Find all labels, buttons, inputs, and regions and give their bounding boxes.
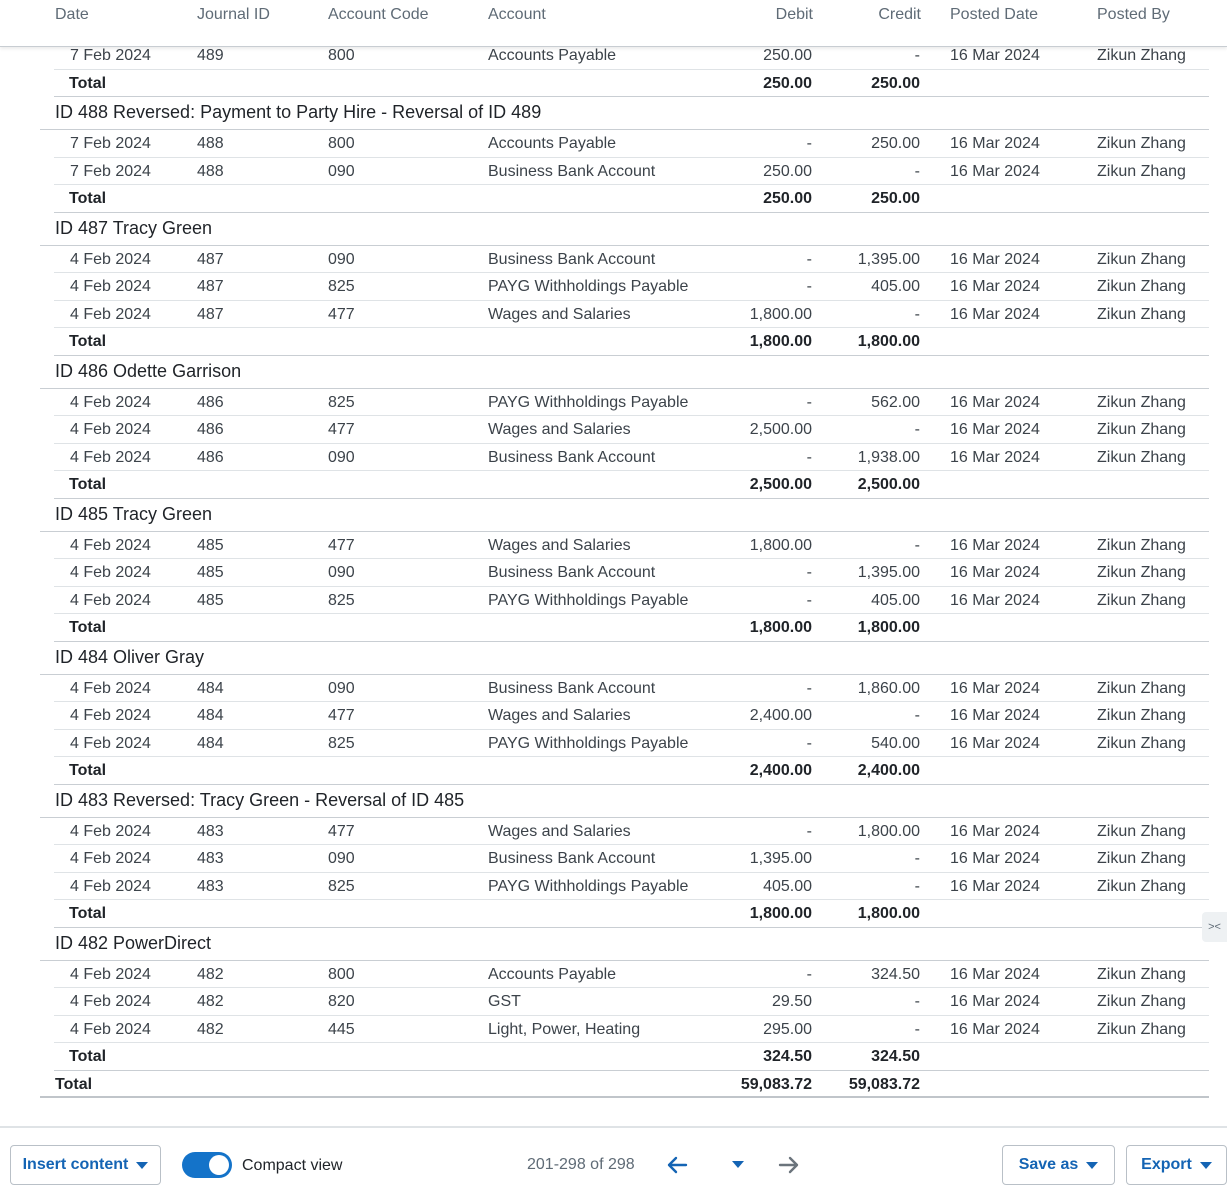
cell-debit: 1,800.00 — [749, 305, 812, 323]
cell-posted-by: Zikun Zhang — [1097, 591, 1186, 609]
cell-journal-id: 486 — [197, 393, 224, 411]
journal-group-header — [40, 213, 1209, 246]
header-debit[interactable]: Debit — [775, 6, 813, 23]
cell-journal-id: 487 — [197, 278, 224, 295]
journal-total-row — [54, 900, 1209, 928]
pagination-text: 201-298 of 298 — [527, 1156, 635, 1173]
cell-posted-date: 16 Mar 2024 — [950, 305, 1040, 323]
cell-debit: 2,400.00 — [749, 707, 812, 724]
arrow-left-icon[interactable] — [666, 1155, 688, 1175]
table-header — [0, 0, 1227, 47]
total-credit: 1,800.00 — [857, 905, 920, 922]
cell-debit: 295.00 — [763, 1020, 812, 1038]
table-row — [54, 301, 1209, 329]
cell-account: Business Bank Account — [488, 250, 656, 268]
insert-content-label: Insert content — [22, 1156, 129, 1173]
cell-account-code: 477 — [328, 305, 355, 323]
cell-posted-by: Zikun Zhang — [1097, 822, 1186, 840]
cell-account: Business Bank Account — [488, 448, 656, 466]
cell-debit: - — [806, 679, 812, 697]
cell-journal-id: 485 — [197, 591, 224, 609]
cell-account: Business Bank Account — [488, 564, 656, 581]
journal-total-row — [54, 70, 1209, 98]
cell-journal-id: 489 — [197, 47, 224, 64]
table-row — [54, 587, 1209, 615]
total-credit: 2,500.00 — [857, 476, 920, 493]
cell-account-code: 090 — [328, 564, 355, 581]
cell-posted-date: 16 Mar 2024 — [950, 393, 1040, 411]
grand-total-row — [40, 1071, 1209, 1099]
total-credit: 2,400.00 — [857, 762, 920, 779]
cell-journal-id: 483 — [197, 877, 224, 895]
table-row — [54, 873, 1209, 901]
cell-debit: 250.00 — [763, 162, 812, 180]
cell-posted-date: 16 Mar 2024 — [950, 591, 1040, 609]
journal-title: ID 484 Oliver Gray — [55, 646, 205, 667]
journal-group-header — [40, 785, 1209, 818]
cell-posted-date: 16 Mar 2024 — [950, 734, 1040, 752]
total-label: Total — [69, 333, 107, 350]
cell-posted-date: 16 Mar 2024 — [950, 47, 1040, 64]
cell-account-code: 090 — [328, 250, 355, 268]
journal-group-header — [40, 642, 1209, 675]
cell-date: 4 Feb 2024 — [70, 707, 151, 724]
cell-account-code: 445 — [328, 1020, 355, 1038]
cell-account-code: 090 — [328, 448, 355, 466]
cell-account-code: 800 — [328, 47, 355, 64]
total-label: Total — [69, 74, 107, 92]
journal-table-body — [0, 42, 1227, 1098]
total-credit: 250.00 — [871, 190, 920, 207]
cell-posted-date: 16 Mar 2024 — [950, 162, 1040, 180]
header-credit[interactable]: Credit — [878, 6, 921, 23]
cell-account-code: 825 — [328, 591, 355, 609]
cell-credit: 1,395.00 — [857, 564, 920, 581]
cell-debit: 2,500.00 — [749, 421, 812, 438]
cell-account-code: 800 — [328, 135, 355, 152]
cell-posted-by: Zikun Zhang — [1097, 536, 1186, 554]
cell-journal-id: 482 — [197, 1020, 224, 1038]
save-as-button[interactable] — [1002, 1145, 1115, 1185]
grand-total-debit: 59,083.72 — [740, 1075, 812, 1093]
collapse-icon[interactable]: >< — [1202, 912, 1227, 942]
cell-debit: - — [806, 822, 812, 840]
cell-account: Business Bank Account — [488, 162, 656, 180]
cell-posted-by: Zikun Zhang — [1097, 877, 1186, 895]
cell-date: 7 Feb 2024 — [70, 135, 151, 152]
cell-posted-by: Zikun Zhang — [1097, 278, 1186, 295]
table-row — [54, 675, 1209, 703]
cell-date: 4 Feb 2024 — [70, 448, 151, 466]
cell-posted-by: Zikun Zhang — [1097, 734, 1186, 752]
journal-total-row — [54, 614, 1209, 642]
cell-credit: 1,395.00 — [857, 250, 920, 268]
journal-total-row — [54, 1043, 1209, 1071]
total-credit: 250.00 — [871, 74, 920, 92]
cell-date: 4 Feb 2024 — [70, 278, 151, 295]
total-credit: 324.50 — [871, 1048, 920, 1065]
cell-posted-by: Zikun Zhang — [1097, 135, 1186, 152]
table-row — [54, 1016, 1209, 1044]
cell-posted-date: 16 Mar 2024 — [950, 877, 1040, 895]
cell-posted-date: 16 Mar 2024 — [950, 1020, 1040, 1038]
cell-journal-id: 484 — [197, 707, 224, 724]
cell-posted-date: 16 Mar 2024 — [950, 822, 1040, 840]
cell-account-code: 090 — [328, 679, 355, 697]
grand-total-credit: 59,083.72 — [848, 1075, 920, 1093]
total-debit: 1,800.00 — [749, 619, 812, 636]
cell-posted-date: 16 Mar 2024 — [950, 448, 1040, 466]
cell-account-code: 090 — [328, 850, 355, 867]
cell-account: PAYG Withholdings Payable — [488, 278, 689, 295]
cell-account-code: 090 — [328, 162, 355, 180]
cell-account: Accounts Payable — [488, 47, 617, 64]
total-credit: 1,800.00 — [857, 619, 920, 636]
table-row — [54, 845, 1209, 873]
table-row — [54, 158, 1209, 186]
cell-posted-by: Zikun Zhang — [1097, 393, 1186, 411]
cell-posted-by: Zikun Zhang — [1097, 47, 1186, 64]
cell-date: 4 Feb 2024 — [70, 734, 151, 752]
total-debit: 2,500.00 — [749, 476, 812, 493]
compact-view-toggle[interactable] — [182, 1152, 232, 1178]
journal-group-header — [40, 928, 1209, 961]
cell-date: 4 Feb 2024 — [70, 850, 151, 867]
total-label: Total — [69, 619, 107, 636]
cell-debit: 250.00 — [763, 47, 812, 64]
cell-credit: 562.00 — [871, 393, 920, 411]
cell-credit: 250.00 — [871, 135, 920, 152]
cell-posted-by: Zikun Zhang — [1097, 421, 1186, 438]
cell-date: 4 Feb 2024 — [70, 993, 151, 1010]
cell-posted-by: Zikun Zhang — [1097, 162, 1186, 180]
total-debit: 2,400.00 — [749, 762, 812, 779]
journal-title: ID 482 PowerDirect — [55, 932, 212, 953]
cell-account: Accounts Payable — [488, 965, 617, 983]
cell-debit: 29.50 — [771, 993, 812, 1010]
cell-account: Wages and Salaries — [488, 305, 631, 323]
total-label: Total — [69, 190, 107, 207]
toggle-knob — [209, 1155, 229, 1175]
grand-total-label: Total — [55, 1075, 93, 1093]
cell-date: 4 Feb 2024 — [70, 679, 151, 697]
cell-posted-by: Zikun Zhang — [1097, 707, 1186, 724]
cell-credit: - — [914, 421, 920, 438]
cell-account: Business Bank Account — [488, 679, 656, 697]
cell-credit: - — [914, 707, 920, 724]
journal-title: ID 486 Odette Garrison — [55, 360, 242, 381]
cell-journal-id: 485 — [197, 564, 224, 581]
cell-credit: 540.00 — [871, 734, 920, 752]
cell-posted-by: Zikun Zhang — [1097, 993, 1186, 1010]
cell-posted-date: 16 Mar 2024 — [950, 135, 1040, 152]
total-debit: 324.50 — [763, 1048, 812, 1065]
export-label: Export — [1141, 1156, 1192, 1173]
cell-account: PAYG Withholdings Payable — [488, 734, 689, 752]
table-row — [54, 559, 1209, 587]
cell-account-code: 477 — [328, 536, 355, 554]
cell-debit: 1,800.00 — [749, 536, 812, 554]
cell-account: PAYG Withholdings Payable — [488, 591, 689, 609]
cell-account-code: 800 — [328, 965, 355, 983]
cell-debit: - — [806, 965, 812, 983]
cell-posted-date: 16 Mar 2024 — [950, 278, 1040, 295]
cell-account-code: 825 — [328, 278, 355, 295]
journal-group-header — [40, 356, 1209, 389]
journal-title: ID 483 Reversed: Tracy Green - Reversal of ID 485 — [55, 789, 465, 810]
cell-debit: - — [806, 393, 812, 411]
cell-account-code: 477 — [328, 707, 355, 724]
chevron-down-icon — [1086, 1162, 1098, 1169]
report-footer — [0, 1126, 1227, 1192]
cell-debit: - — [806, 135, 812, 152]
header-account[interactable]: Account — [488, 6, 546, 23]
cell-posted-by: Zikun Zhang — [1097, 250, 1186, 268]
table-row — [54, 818, 1209, 846]
cell-credit: 1,938.00 — [857, 448, 920, 466]
cell-posted-date: 16 Mar 2024 — [950, 993, 1040, 1010]
cell-credit: - — [914, 47, 920, 64]
cell-journal-id: 484 — [197, 679, 224, 697]
cell-account: Wages and Salaries — [488, 707, 631, 724]
table-row — [54, 730, 1209, 758]
save-as-label: Save as — [1018, 1156, 1079, 1173]
cell-credit: 1,860.00 — [857, 679, 920, 697]
table-row — [54, 389, 1209, 417]
table-row — [54, 273, 1209, 301]
table-row — [54, 988, 1209, 1016]
cell-journal-id: 488 — [197, 162, 224, 180]
cell-posted-date: 16 Mar 2024 — [950, 850, 1040, 867]
cell-account-code: 477 — [328, 421, 355, 438]
total-credit: 1,800.00 — [857, 333, 920, 350]
cell-account: Wages and Salaries — [488, 536, 631, 554]
cell-credit: - — [914, 536, 920, 554]
cell-posted-by: Zikun Zhang — [1097, 305, 1186, 323]
cell-date: 4 Feb 2024 — [70, 822, 151, 840]
header-posted-by[interactable]: Posted By — [1097, 6, 1170, 23]
cell-journal-id: 484 — [197, 734, 224, 752]
cell-journal-id: 482 — [197, 965, 224, 983]
journal-total-row — [54, 328, 1209, 356]
cell-account: GST — [488, 993, 521, 1010]
cell-date: 4 Feb 2024 — [70, 250, 151, 268]
export-button[interactable] — [1126, 1145, 1227, 1185]
total-debit: 1,800.00 — [749, 905, 812, 922]
table-row — [54, 961, 1209, 989]
journal-title: ID 488 Reversed: Payment to Party Hire - Reversal of ID 489 — [55, 102, 542, 122]
header-date[interactable]: Date — [55, 6, 89, 23]
cell-debit: - — [806, 734, 812, 752]
chevron-down-icon[interactable] — [731, 1160, 745, 1170]
cell-credit: - — [914, 877, 920, 895]
cell-debit: - — [806, 564, 812, 581]
cell-debit: 405.00 — [763, 877, 812, 895]
cell-posted-date: 16 Mar 2024 — [950, 536, 1040, 554]
cell-account-code: 825 — [328, 877, 355, 895]
cell-posted-by: Zikun Zhang — [1097, 448, 1186, 466]
total-debit: 250.00 — [763, 190, 812, 207]
cell-journal-id: 483 — [197, 850, 224, 867]
total-label: Total — [69, 905, 107, 922]
journal-total-row — [54, 471, 1209, 499]
cell-posted-date: 16 Mar 2024 — [950, 421, 1040, 438]
cell-account: Accounts Payable — [488, 135, 617, 152]
cell-posted-date: 16 Mar 2024 — [950, 707, 1040, 724]
cell-debit: - — [806, 278, 812, 295]
cell-date: 4 Feb 2024 — [70, 591, 151, 609]
cell-posted-date: 16 Mar 2024 — [950, 564, 1040, 581]
cell-journal-id: 486 — [197, 448, 224, 466]
cell-journal-id: 487 — [197, 305, 224, 323]
cell-posted-by: Zikun Zhang — [1097, 1020, 1186, 1038]
cell-journal-id: 483 — [197, 822, 224, 840]
cell-journal-id: 482 — [197, 993, 224, 1010]
cell-posted-by: Zikun Zhang — [1097, 850, 1186, 867]
cell-account-code: 825 — [328, 393, 355, 411]
cell-date: 4 Feb 2024 — [70, 1020, 151, 1038]
cell-posted-date: 16 Mar 2024 — [950, 965, 1040, 983]
cell-date: 4 Feb 2024 — [70, 965, 151, 983]
cell-journal-id: 485 — [197, 536, 224, 554]
cell-date: 7 Feb 2024 — [70, 47, 151, 64]
cell-date: 4 Feb 2024 — [70, 877, 151, 895]
cell-date: 4 Feb 2024 — [70, 536, 151, 554]
cell-date: 4 Feb 2024 — [70, 305, 151, 323]
journal-title: ID 485 Tracy Green — [55, 503, 213, 524]
table-row — [54, 416, 1209, 444]
journal-title: ID 487 Tracy Green — [55, 217, 213, 238]
cell-credit: - — [914, 162, 920, 180]
table-row — [54, 702, 1209, 730]
cell-journal-id: 486 — [197, 421, 224, 438]
cell-debit: - — [806, 591, 812, 609]
cell-debit: 1,395.00 — [749, 850, 812, 867]
cell-date: 7 Feb 2024 — [70, 162, 151, 180]
header-account-code[interactable]: Account Code — [328, 6, 429, 23]
cell-account: Wages and Salaries — [488, 822, 631, 840]
cell-account: Wages and Salaries — [488, 421, 631, 438]
cell-credit: 324.50 — [871, 965, 920, 983]
cell-credit: - — [914, 1020, 920, 1038]
cell-credit: - — [914, 993, 920, 1010]
journal-group-header — [40, 499, 1209, 532]
cell-posted-by: Zikun Zhang — [1097, 679, 1186, 697]
cell-account-code: 820 — [328, 993, 355, 1010]
table-row — [54, 444, 1209, 472]
table-row — [54, 246, 1209, 274]
cell-posted-date: 16 Mar 2024 — [950, 250, 1040, 268]
cell-posted-by: Zikun Zhang — [1097, 564, 1186, 581]
cell-account: Light, Power, Heating — [488, 1020, 641, 1038]
cell-credit: - — [914, 850, 920, 867]
cell-journal-id: 488 — [197, 135, 224, 152]
cell-account-code: 477 — [328, 822, 355, 840]
cell-posted-date: 16 Mar 2024 — [950, 679, 1040, 697]
total-label: Total — [69, 476, 107, 493]
arrow-right-icon[interactable] — [778, 1155, 800, 1175]
cell-debit: - — [806, 250, 812, 268]
chevron-down-icon — [1200, 1162, 1212, 1169]
table-row — [54, 130, 1209, 158]
journal-total-row — [54, 185, 1209, 213]
cell-credit: 405.00 — [871, 278, 920, 295]
cell-posted-by: Zikun Zhang — [1097, 965, 1186, 983]
journal-total-row — [54, 757, 1209, 785]
compact-view-label: Compact view — [242, 1157, 343, 1174]
cell-journal-id: 487 — [197, 250, 224, 268]
cell-account-code: 825 — [328, 734, 355, 752]
cell-date: 4 Feb 2024 — [70, 564, 151, 581]
total-debit: 250.00 — [763, 74, 812, 92]
cell-account: Business Bank Account — [488, 850, 656, 867]
cell-credit: 1,800.00 — [857, 822, 920, 840]
cell-credit: - — [914, 305, 920, 323]
cell-account: PAYG Withholdings Payable — [488, 877, 689, 895]
table-row — [54, 532, 1209, 560]
cell-date: 4 Feb 2024 — [70, 421, 151, 438]
insert-content-button[interactable] — [10, 1145, 161, 1185]
cell-debit: - — [806, 448, 812, 466]
cell-account: PAYG Withholdings Payable — [488, 393, 689, 411]
header-posted-date[interactable]: Posted Date — [950, 6, 1039, 23]
header-journal-id[interactable]: Journal ID — [197, 6, 270, 23]
chevron-down-icon — [136, 1162, 148, 1169]
total-label: Total — [69, 1048, 107, 1065]
cell-date: 4 Feb 2024 — [70, 393, 151, 411]
journal-group-header — [40, 97, 1209, 130]
cell-credit: 405.00 — [871, 591, 920, 609]
total-debit: 1,800.00 — [749, 333, 812, 350]
total-label: Total — [69, 762, 107, 779]
